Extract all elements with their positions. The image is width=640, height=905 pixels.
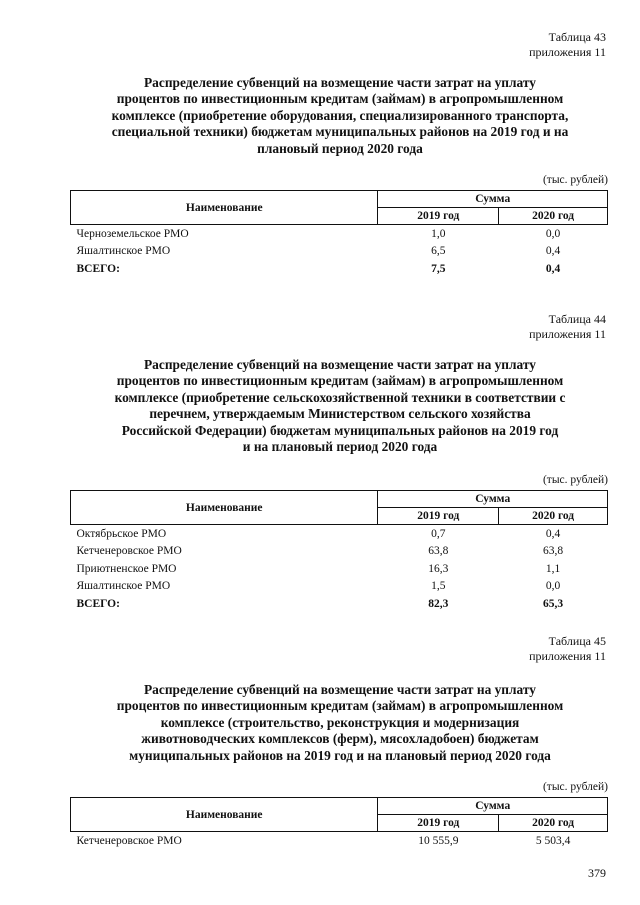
row-value-2020: 1,1 [545, 562, 561, 575]
column-header-name: Наименование [71, 191, 378, 225]
total-label: ВСЕГО: [76, 597, 120, 610]
table-45-unit: (тыс. рублей) [542, 781, 608, 793]
row-name: Приютненское РМО [76, 562, 177, 575]
table-44 [70, 490, 608, 613]
table-total-row [71, 260, 608, 278]
row-value-2020: 0,4 [545, 527, 561, 540]
table-row [71, 543, 608, 561]
table-44-reference [529, 312, 606, 342]
column-header-2020: 2020 год [499, 815, 608, 832]
heading-line: Распределение субвенций на возмещение части затрат на уплату [144, 75, 536, 90]
column-header-2019: 2019 год [378, 815, 499, 832]
heading-line: комплексе (приобретение оборудования, специализированного транспорта, [111, 107, 569, 123]
heading-line: комплексе (приобретение сельскохозяйственной техники в соответствии с [114, 389, 566, 405]
row-value-2019: 10 555,9 [418, 834, 459, 847]
table-total-row [71, 595, 608, 613]
table-44-unit: (тыс. рублей) [542, 474, 608, 486]
row-value-2019: 1,0 [431, 227, 446, 240]
row-name: Кетченеровское РМО [76, 834, 182, 847]
table-44-heading [80, 357, 600, 455]
table-43-reference [529, 30, 606, 60]
heading-line: процентов по инвестиционным кредитам (займам) в агропромышленном [116, 698, 564, 714]
table-45-reference [529, 634, 606, 664]
total-value-2020: 65,3 [543, 597, 564, 610]
table-number: Таблица 44 [548, 312, 606, 326]
row-value-2020: 0,4 [545, 245, 561, 258]
total-value-2019: 82,3 [428, 597, 449, 610]
row-name: Кетченеровское РМО [76, 545, 182, 558]
table-row [71, 832, 608, 850]
table-45-heading [80, 682, 600, 764]
table-43 [70, 190, 608, 278]
column-header-name: Наименование [71, 491, 378, 525]
column-header-2020: 2020 год [499, 508, 608, 525]
column-header-name: Наименование [71, 798, 378, 832]
table-row [71, 243, 608, 261]
row-value-2019: 63,8 [428, 545, 449, 558]
row-value-2019: 1,5 [431, 580, 446, 593]
table-row [71, 525, 608, 543]
table-43-heading [80, 75, 600, 157]
row-value-2020: 0,0 [545, 227, 561, 240]
heading-line: специальной техники) бюджетам муниципальных районов на 2019 год и на [111, 124, 569, 140]
appendix-reference: приложения 11 [529, 45, 606, 59]
table-number: Таблица 43 [548, 30, 606, 44]
heading-line: и на плановый период 2020 года [242, 439, 438, 455]
column-header-2019: 2019 год [378, 208, 499, 225]
table-row [71, 560, 608, 578]
page-number: 379 [588, 866, 606, 880]
column-header-2020: 2020 год [499, 208, 608, 225]
heading-line: Распределение субвенций на возмещение части затрат на уплату [144, 682, 536, 697]
heading-line: процентов по инвестиционным кредитам (займам) в агропромышленном [116, 91, 564, 107]
row-name: Октябрьское РМО [76, 527, 167, 540]
row-value-2020: 5 503,4 [535, 834, 571, 847]
table-number: Таблица 45 [548, 634, 606, 648]
heading-line: процентов по инвестиционным кредитам (займам) в агропромышленном [116, 373, 564, 389]
table-43-unit: (тыс. рублей) [542, 174, 608, 186]
row-name: Черноземельское РМО [76, 227, 189, 240]
table-row [71, 578, 608, 596]
column-header-sum: Сумма [378, 491, 608, 508]
heading-line: Российской Федерации) бюджетам муниципальных районов на 2019 год [121, 422, 559, 438]
heading-line: плановый период 2020 года [257, 140, 423, 156]
table-row [71, 225, 608, 243]
heading-line: Распределение субвенций на возмещение части затрат на уплату [144, 357, 536, 372]
heading-line: перечнем, утверждаемым Министерством сельского хозяйства [149, 406, 531, 422]
table-45 [70, 797, 608, 850]
appendix-reference: приложения 11 [529, 649, 606, 663]
heading-line: муниципальных районов на 2019 год и на плановый период 2020 года [129, 747, 551, 763]
total-label: ВСЕГО: [76, 262, 120, 275]
total-value-2019: 7,5 [431, 262, 446, 275]
row-value-2020: 63,8 [543, 545, 564, 558]
row-name: Яшалтинское РМО [76, 580, 171, 593]
row-value-2019: 16,3 [428, 562, 449, 575]
row-value-2019: 0,7 [431, 527, 446, 540]
column-header-sum: Сумма [378, 191, 608, 208]
column-header-sum: Сумма [378, 798, 608, 815]
heading-line: комплексе (строительство, реконструкция и модернизация [160, 714, 520, 730]
row-value-2019: 6,5 [431, 245, 446, 258]
appendix-reference: приложения 11 [529, 327, 606, 341]
row-name: Яшалтинское РМО [76, 245, 171, 258]
total-value-2020: 0,4 [545, 262, 561, 275]
row-value-2020: 0,0 [545, 580, 561, 593]
column-header-2019: 2019 год [378, 508, 499, 525]
heading-line: животноводческих комплексов (ферм), мясохладобоен) бюджетам [141, 731, 539, 747]
